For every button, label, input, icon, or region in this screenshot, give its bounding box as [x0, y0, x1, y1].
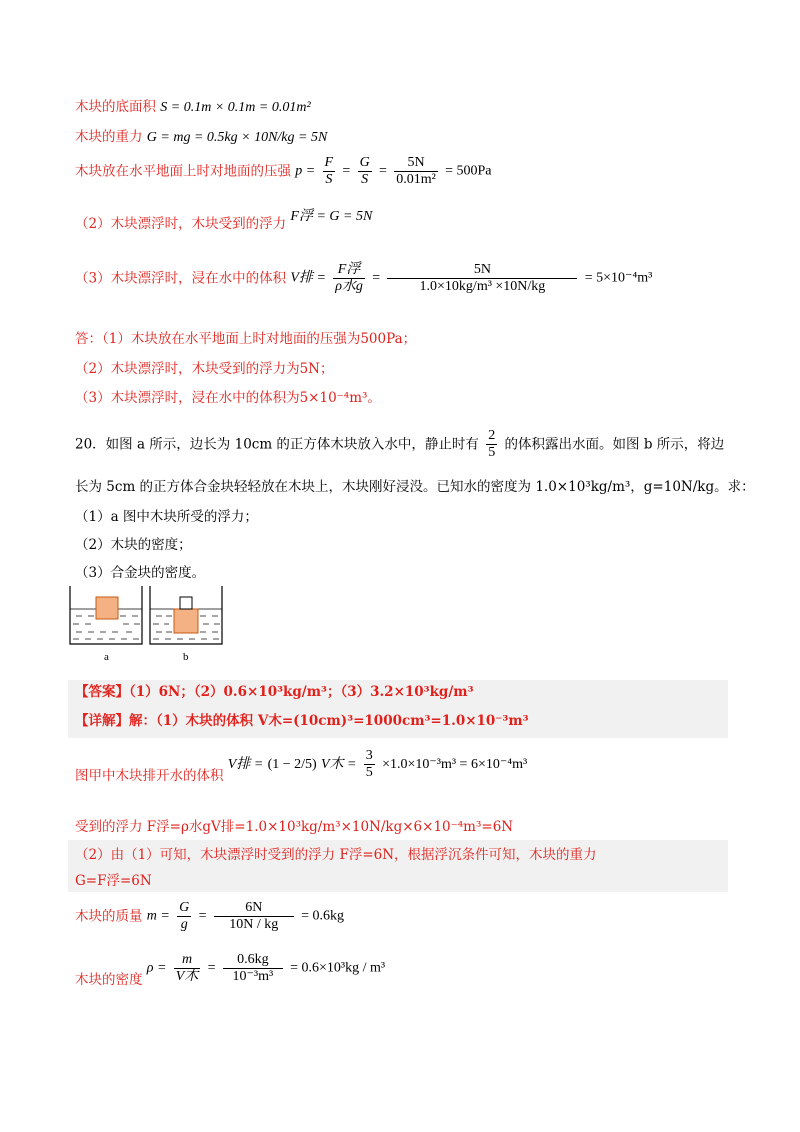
- pressure-frac-2: $\frac{G}{S}$: [359, 155, 370, 187]
- answer-line: 【答案】（1）6N；（2）0.6×10³kg/m³；（3）3.2×10³kg/m³: [75, 684, 474, 700]
- mass-lhs: m =: [146, 908, 170, 924]
- displaced-volume-label: 图甲中木块排开水的体积: [75, 768, 224, 784]
- question-20-fraction: $\frac{2}{5}$: [488, 428, 496, 460]
- question-20-item-3: （3）合金块的密度。: [75, 565, 206, 581]
- displaced-volume-paren: (1 − 2/5): [267, 757, 317, 772]
- pressure-line: 木块放在水平地面上时对地面的压强 p = $\frac{F}{S}$ = $\frac{G}{S}$ = $\frac{5N}{\text{0.01m²}}$ = 500Pa: [75, 155, 492, 187]
- question-20-line-1: [75, 428, 724, 461]
- density-label: 木块的密度: [75, 972, 143, 988]
- pressure-result: = 500Pa: [445, 163, 492, 179]
- question-20-text-a: 20．如图 a 所示，边长为 10cm 的正方体木块放入水中，静止时有: [75, 436, 479, 453]
- mass-frac-2: $\frac{6N}{10N / kg}$: [214, 900, 294, 933]
- question-20-item-2: （2）木块的密度；: [75, 537, 192, 553]
- immersed-volume-lhs: V排 =: [290, 270, 326, 286]
- density-line: 木块的密度 ρ = $\frac{m}{\text{V木}}$ = $\frac{0.6kg}{\text{10⁻³m³}}$ = 0.6×10³kg / m³: [75, 952, 386, 988]
- figure-label-b: b: [183, 651, 189, 662]
- buoyancy-calc-line: 受到的浮力 F浮=ρ水gV排=1.0×10³kg/m³×10N/kg×6×10⁻⁴m³=6N: [75, 819, 514, 835]
- pressure-frac-1: $\frac{F}{S}$: [324, 155, 334, 187]
- displaced-volume-result: ×1.0×10⁻³m³ = 6×10⁻⁴m³: [382, 757, 528, 772]
- displaced-volume-lhs: V排 =: [227, 757, 264, 772]
- figure-label-a: a: [104, 651, 109, 662]
- density-frac-2: $\frac{0.6kg}{\text{10⁻³m³}}$: [223, 952, 283, 985]
- immersed-frac-2: $\frac{5N}{\text{1.0×10kg/m³ ×10N/kg}}$: [387, 262, 577, 295]
- base-area-line: [75, 98, 311, 117]
- part-2-line-2: G=F浮=6N: [75, 873, 152, 889]
- displaced-volume-v: V木 =: [321, 757, 357, 772]
- answer-summary-2: （2）木块漂浮时，木块受到的浮力为5N；: [75, 361, 334, 377]
- base-area-label: 木块的底面积: [75, 99, 156, 115]
- mass-result: = 0.6kg: [301, 908, 344, 924]
- question-20-line-2: 长为 5cm 的正方体合金块轻轻放在木块上，木块刚好浸没。已知水的密度为 1.0×10³kg/m³，g=10N/kg。求：: [75, 479, 755, 495]
- mass-label: 木块的质量: [75, 908, 143, 925]
- buoyancy-force-formula: F浮 = G = 5N: [290, 209, 373, 224]
- mass-frac-1: $\frac{G}{g}$: [179, 900, 190, 932]
- answer-summary-3: （3）木块漂浮时，浸在水中的体积为5×10⁻⁴m³。: [75, 390, 381, 406]
- density-result: = 0.6×10³kg / m³: [290, 960, 386, 976]
- answer-summary-1: 答：（1）木块放在水平地面上时对地面的压强为500Pa；: [75, 331, 417, 347]
- pressure-lhs: p =: [295, 163, 316, 179]
- density-lhs: ρ =: [146, 960, 167, 976]
- gravity-label: 木块的重力: [75, 129, 143, 145]
- immersed-volume-line: （3）木块漂浮时，浸在水中的体积 V排 = $\frac{\text{F浮}}{\text{ρ水g}}$ = $\frac{5N}{\text{1.0×10kg/m³ ×10N/kg}}$ = 5×10⁻⁴m³: [75, 262, 653, 294]
- displaced-volume-frac: $\frac{3}{5}$: [365, 748, 373, 780]
- container-a: [70, 586, 142, 644]
- immersed-result: = 5×10⁻⁴m³: [584, 270, 653, 286]
- immersed-volume-label: （3）木块漂浮时，浸在水中的体积: [75, 270, 287, 287]
- question-20-item-1: （1）a 图中木块所受的浮力；: [75, 509, 258, 525]
- gravity-line: [75, 128, 327, 147]
- buoyancy-force-line: [75, 209, 373, 234]
- container-b: [150, 586, 222, 644]
- detail-line: 【详解】解：（1）木块的体积 V木=(10cm)³=1000cm³=1.0×10⁻³m³: [75, 713, 529, 729]
- pressure-label: 木块放在水平地面上时对地面的压强: [75, 163, 291, 180]
- gravity-formula: G = mg = 0.5kg × 10N/kg = 5N: [146, 130, 328, 145]
- question-20-text-b: 的体积露出水面。如图 b 所示，将边: [504, 436, 725, 453]
- displaced-volume-line: [75, 748, 528, 784]
- pressure-frac-3: $\frac{5N}{\text{0.01m²}}$: [396, 155, 436, 187]
- mass-line: 木块的质量 m = $\frac{G}{g}$ = $\frac{6N}{10N / kg}$ = 0.6kg: [75, 900, 344, 932]
- question-20-figure: [68, 586, 228, 662]
- part-2-line-1: （2）由（1）可知，木块漂浮时受到的浮力 F浮=6N，根据浮沉条件可知，木块的重力: [75, 847, 597, 863]
- buoyancy-force-label: （2）木块漂浮时，木块受到的浮力: [75, 216, 287, 232]
- density-frac-1: $\frac{m}{\text{V木}}$: [175, 952, 199, 984]
- base-area-formula: S = 0.1m × 0.1m = 0.01m²: [160, 100, 311, 115]
- immersed-frac-1: $\frac{\text{F浮}}{\text{ρ水g}}$: [335, 262, 363, 294]
